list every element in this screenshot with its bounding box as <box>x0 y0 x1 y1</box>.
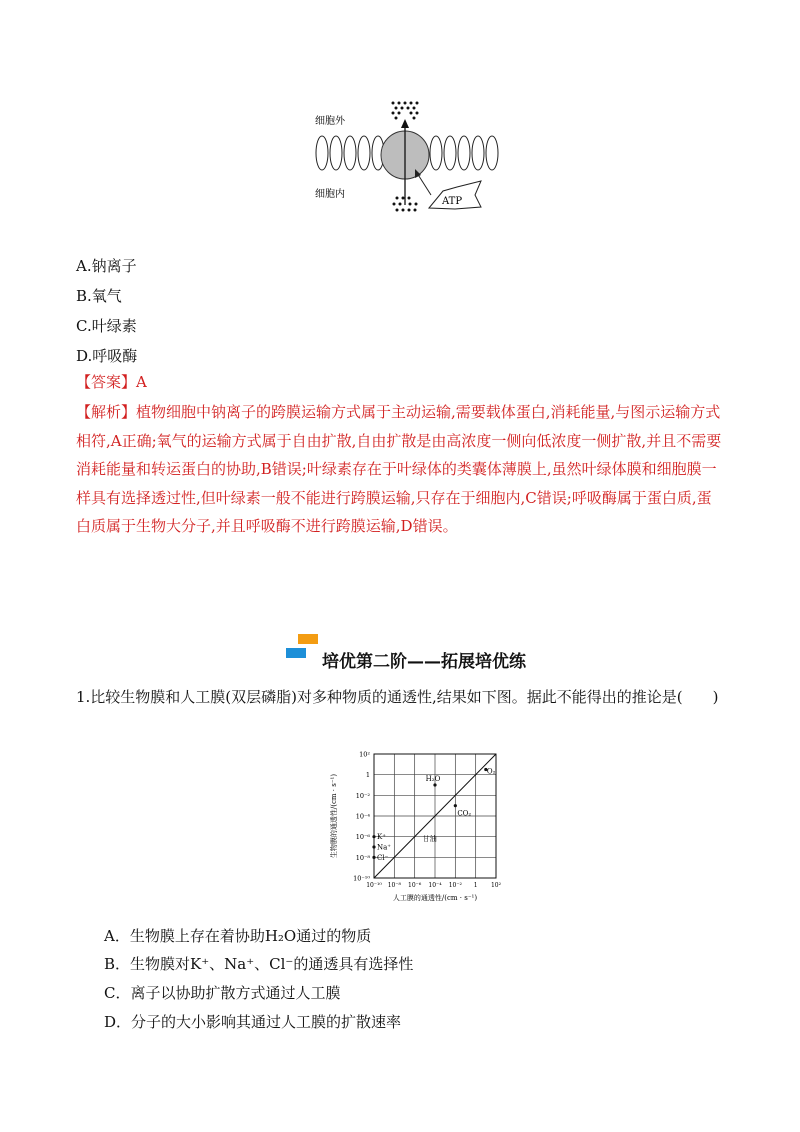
y-tick-label: 10⁻⁴ <box>355 812 370 821</box>
question1-option-c: C．离子以协助扩散方式通过人工膜 <box>104 984 341 1002</box>
atp-energy-arrow <box>417 173 431 195</box>
y-tick-label: 1 <box>365 771 370 780</box>
x-tick-label: 10⁻¹⁰ <box>366 882 382 889</box>
answer-line: 【答案】A <box>76 373 147 391</box>
x-tick-label: 10² <box>490 882 502 889</box>
question1-option-d: D．分子的大小影响其通过人工膜的扩散速率 <box>104 1013 402 1031</box>
data-point <box>433 783 436 786</box>
inside-label: 细胞内 <box>315 189 345 200</box>
data-point-label: K⁺ <box>377 833 386 842</box>
diagonal-label: 甘油 <box>422 834 437 843</box>
section-logo-icon <box>286 634 318 662</box>
outside-label: 细胞外 <box>315 116 345 127</box>
atp-label: ATP <box>442 196 463 207</box>
y-tick-label: 10⁻² <box>355 791 370 800</box>
x-tick-label: 10⁻⁶ <box>408 882 422 889</box>
option-d: D.呼吸酶 <box>76 347 138 365</box>
question1-option-b: B．生物膜对K⁺、Na⁺、Cl⁻的通透具有选择性 <box>104 955 414 973</box>
y-tick-label: 10⁻¹⁰ <box>353 874 370 883</box>
y-tick-label: 10⁻⁶ <box>355 833 370 842</box>
phospholipids-left <box>316 136 384 170</box>
x-tick-label: 10⁻⁴ <box>428 882 442 889</box>
data-point-label: H₂O <box>425 775 441 783</box>
data-point <box>454 804 457 807</box>
question1-option-a: A．生物膜上存在着协助H₂O通过的物质 <box>104 927 372 945</box>
membrane-transport-figure <box>305 95 505 220</box>
question1-stem: 1.比较生物膜和人工膜(双层磷脂)对多种物质的通透性,结果如下图。据此不能得出的推论是( ) <box>76 688 719 706</box>
data-point-label: Cl⁻ <box>377 853 389 862</box>
x-tick-label: 1 <box>473 882 478 889</box>
y-axis-label: 生物膜的通透性/(cm · s⁻¹) <box>330 773 338 859</box>
option-c: C.叶绿素 <box>76 317 137 335</box>
permeability-chart <box>322 746 512 916</box>
phospholipids-right <box>430 136 498 170</box>
y-tick-label: 10⁻⁸ <box>355 853 370 862</box>
data-point <box>372 835 375 838</box>
option-a: A.钠离子 <box>76 257 137 275</box>
x-tick-label: 10⁻² <box>448 882 462 889</box>
section-title: 培优第二阶——拓展培优练 <box>322 652 526 672</box>
data-point-label: CO₂ <box>457 809 472 818</box>
x-axis-label: 人工膜的通透性/(cm · s⁻¹) <box>392 894 478 902</box>
data-point-label: O₂ <box>486 767 496 776</box>
data-point <box>372 856 375 859</box>
transport-arrowhead <box>401 119 409 128</box>
x-tick-label: 10⁻⁸ <box>387 882 401 889</box>
data-point-label: Na⁺ <box>377 843 391 852</box>
y-tick-label: 10² <box>359 750 370 759</box>
data-point <box>372 845 375 848</box>
option-b: B.氧气 <box>76 287 122 305</box>
analysis-paragraph: 【解析】植物细胞中钠离子的跨膜运输方式属于主动运输,需要载体蛋白,消耗能量,与图示运输方式相符,A正确;氧气的运输方式属于自由扩散,自由扩散是由高浓度一侧向低浓度一侧扩散,并且不需要消耗能量和转运蛋白的协助,B错误;叶绿素存在于叶绿体的类囊体薄膜上,虽然叶绿体膜和细胞膜一样具有选择透过性,但叶绿素一般不能进行跨膜运输,只存在于细胞内,C错误;呼吸酶属于蛋白质,蛋白质属于生物大分子,并且呼吸酶不进行跨膜运输,D错误。 <box>76 403 722 535</box>
molecules-outside <box>392 102 419 120</box>
